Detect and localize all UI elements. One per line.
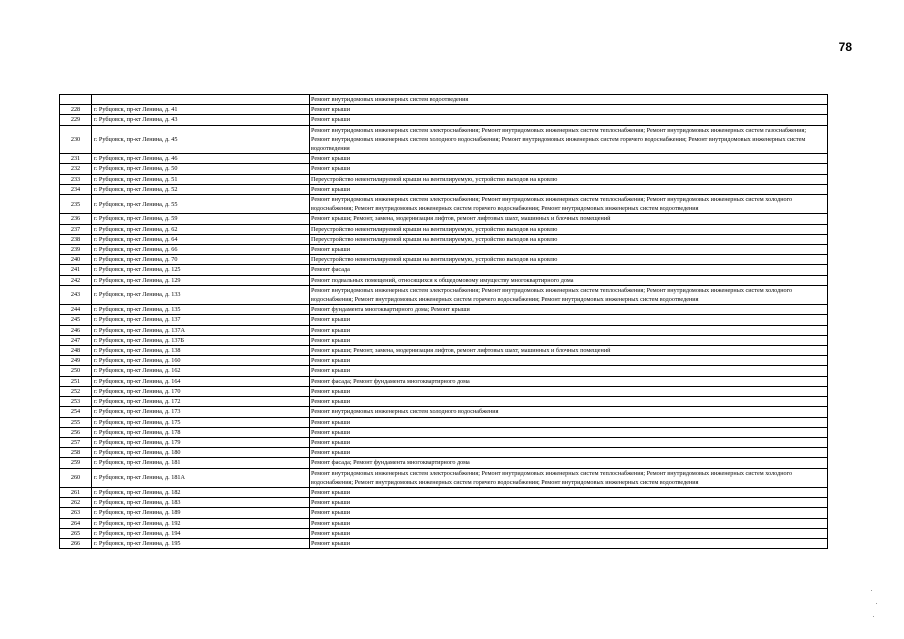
address-cell: г. Рубцовск, пр-кт Ленина, д. 183 (92, 498, 310, 508)
row-number-cell: 257 (60, 437, 92, 447)
table-row (60, 285, 828, 304)
address-cell: г. Рубцовск, пр-кт Ленина, д. 70 (92, 255, 310, 265)
address-cell: г. Рубцовск, пр-кт Ленина, д. 194 (92, 528, 310, 538)
table-row (60, 356, 828, 366)
row-number-cell: 266 (60, 538, 92, 548)
works-cell: Ремонт крыши (310, 184, 828, 194)
row-number-cell: 259 (60, 458, 92, 468)
address-cell: г. Рубцовск, пр-кт Ленина, д. 179 (92, 437, 310, 447)
address-cell: г. Рубцовск, пр-кт Ленина, д. 181А (92, 468, 310, 487)
table-row (60, 448, 828, 458)
address-cell: г. Рубцовск, пр-кт Ленина, д. 129 (92, 275, 310, 285)
row-number-cell: 237 (60, 224, 92, 234)
row-number-cell: 245 (60, 315, 92, 325)
table-row (60, 366, 828, 376)
table-row (60, 255, 828, 265)
row-number-cell: 254 (60, 407, 92, 417)
row-number-cell: 252 (60, 386, 92, 396)
works-cell: Ремонт крыши (310, 164, 828, 174)
table-row (60, 468, 828, 487)
address-cell: г. Рубцовск, пр-кт Ленина, д. 181 (92, 458, 310, 468)
page-number: 78 (838, 40, 852, 54)
table-row (60, 164, 828, 174)
continuation-row (60, 95, 828, 105)
address-cell: г. Рубцовск, пр-кт Ленина, д. 64 (92, 234, 310, 244)
works-cell: Переустройство невентилируемой крыши на вентилируемую, устройство выходов на кровлю (310, 224, 828, 234)
row-number-cell: 231 (60, 154, 92, 164)
address-cell: г. Рубцовск, пр-кт Ленина, д. 52 (92, 184, 310, 194)
table-row (60, 315, 828, 325)
table-row (60, 528, 828, 538)
row-number-cell: 253 (60, 397, 92, 407)
works-cell: Ремонт фасада; Ремонт фундамента многоквартирного дома (310, 458, 828, 468)
row-number-cell: 230 (60, 125, 92, 154)
works-cell: Ремонт крыши (310, 245, 828, 255)
table-row (60, 105, 828, 115)
table-row (60, 184, 828, 194)
address-cell: г. Рубцовск, пр-кт Ленина, д. 41 (92, 105, 310, 115)
address-cell: г. Рубцовск, пр-кт Ленина, д. 59 (92, 214, 310, 224)
address-cell: г. Рубцовск, пр-кт Ленина, д. 43 (92, 115, 310, 125)
address-cell: г. Рубцовск, пр-кт Ленина, д. 173 (92, 407, 310, 417)
address-cell: г. Рубцовск, пр-кт Ленина, д. 46 (92, 154, 310, 164)
row-number-cell: 238 (60, 234, 92, 244)
row-number-cell: 248 (60, 346, 92, 356)
works-cell: Ремонт внутридомовых инженерных систем электроснабжения; Ремонт внутридомовых инженерных систем теплоснабжения; Ремонт внутридомовых инженерных систем газоснабжения; Ремонт внутридомовых инженерных систем холодного водоснабжения; Ремонт внутридомовых инженерных систем горячего водоснабжения; Ремонт внутридомовых инженерных систем водоотведения (310, 125, 828, 154)
table-row (60, 214, 828, 224)
row-number-cell: 243 (60, 285, 92, 304)
works-cell: Ремонт фасада; Ремонт фундамента многоквартирного дома (310, 376, 828, 386)
row-number-cell: 235 (60, 195, 92, 214)
table-row (60, 487, 828, 497)
works-cell: Ремонт крыши (310, 518, 828, 528)
address-cell: г. Рубцовск, пр-кт Ленина, д. 138 (92, 346, 310, 356)
works-cell: Ремонт внутридомовых инженерных систем холодного водоснабжения (310, 407, 828, 417)
table-row (60, 335, 828, 345)
works-cell: Ремонт крыши (310, 105, 828, 115)
works-cell: Ремонт крыши (310, 115, 828, 125)
row-number-cell: 261 (60, 487, 92, 497)
table-row (60, 427, 828, 437)
table-row (60, 275, 828, 285)
works-cell: Ремонт фундамента многоквартирного дома; Ремонт крыши (310, 305, 828, 315)
row-number-cell: 241 (60, 265, 92, 275)
address-cell: г. Рубцовск, пр-кт Ленина, д. 137Б (92, 335, 310, 345)
works-cell: Ремонт крыши (310, 325, 828, 335)
works-cell: Ремонт крыши (310, 427, 828, 437)
works-cell: Ремонт крыши (310, 508, 828, 518)
works-cell: Ремонт внутридомовых инженерных систем электроснабжения; Ремонт внутридомовых инженерных систем теплоснабжения; Ремонт внутридомовых инженерных систем холодного водоснабжения; Ремонт внутридомовых инженерных систем горячего водоснабжения; Ремонт внутридомовых инженерных систем водоотведения (310, 285, 828, 304)
row-number-cell: 260 (60, 468, 92, 487)
address-cell: г. Рубцовск, пр-кт Ленина, д. 182 (92, 487, 310, 497)
scan-speck (871, 590, 872, 591)
table-row (60, 458, 828, 468)
table-row (60, 417, 828, 427)
row-number-cell: 255 (60, 417, 92, 427)
scan-speck (873, 616, 874, 617)
row-number-cell: 242 (60, 275, 92, 285)
table-row (60, 498, 828, 508)
row-number-cell: 246 (60, 325, 92, 335)
address-cell: г. Рубцовск, пр-кт Ленина, д. 170 (92, 386, 310, 396)
table-row (60, 125, 828, 154)
works-cell: Ремонт крыши (310, 538, 828, 548)
works-cell: Ремонт крыши (310, 386, 828, 396)
row-number-cell: 239 (60, 245, 92, 255)
works-cell: Ремонт крыши; Ремонт, замена, модернизация лифтов, ремонт лифтовых шахт, машинных и блочных помещений (310, 346, 828, 356)
works-cell: Ремонт крыши (310, 448, 828, 458)
address-cell: г. Рубцовск, пр-кт Ленина, д. 175 (92, 417, 310, 427)
row-number-cell: 232 (60, 164, 92, 174)
address-cell: г. Рубцовск, пр-кт Ленина, д. 192 (92, 518, 310, 528)
address-cell: г. Рубцовск, пр-кт Ленина, д. 133 (92, 285, 310, 304)
address-cell: г. Рубцовск, пр-кт Ленина, д. 45 (92, 125, 310, 154)
table-row (60, 508, 828, 518)
row-number-cell: 247 (60, 335, 92, 345)
address-cell: г. Рубцовск, пр-кт Ленина, д. 55 (92, 195, 310, 214)
continuation-works-cell: Ремонт внутридомовых инженерных систем водоотведения (310, 95, 828, 105)
works-cell: Ремонт крыши (310, 437, 828, 447)
works-cell: Переустройство невентилируемой крыши на вентилируемую, устройство выходов на кровлю (310, 255, 828, 265)
works-cell: Ремонт крыши (310, 154, 828, 164)
table-row (60, 538, 828, 548)
works-cell: Ремонт крыши; Ремонт, замена, модернизация лифтов, ремонт лифтовых шахт, машинных и блочных помещений (310, 214, 828, 224)
works-cell: Ремонт крыши (310, 498, 828, 508)
table-row (60, 195, 828, 214)
address-cell: г. Рубцовск, пр-кт Ленина, д. 178 (92, 427, 310, 437)
address-cell: г. Рубцовск, пр-кт Ленина, д. 137А (92, 325, 310, 335)
row-number-cell: 262 (60, 498, 92, 508)
row-number-cell: 249 (60, 356, 92, 366)
continuation-address-cell (92, 95, 310, 105)
table-row (60, 397, 828, 407)
address-cell: г. Рубцовск, пр-кт Ленина, д. 125 (92, 265, 310, 275)
address-cell: г. Рубцовск, пр-кт Ленина, д. 160 (92, 356, 310, 366)
table-row (60, 245, 828, 255)
row-number-cell: 265 (60, 528, 92, 538)
works-cell: Ремонт крыши (310, 487, 828, 497)
works-cell: Ремонт крыши (310, 315, 828, 325)
table-row (60, 376, 828, 386)
table-row (60, 224, 828, 234)
table-row (60, 234, 828, 244)
address-cell: г. Рубцовск, пр-кт Ленина, д. 195 (92, 538, 310, 548)
works-cell: Ремонт внутридомовых инженерных систем электроснабжения; Ремонт внутридомовых инженерных систем теплоснабжения; Ремонт внутридомовых инженерных систем холодного водоснабжения; Ремонт внутридомовых инженерных систем горячего водоснабжения; Ремонт внутридомовых инженерных систем водоотведения (310, 468, 828, 487)
works-cell: Ремонт подвальных помещений, относящихся к общедомовому имуществу многоквартирного дома (310, 275, 828, 285)
table-row (60, 346, 828, 356)
address-cell: г. Рубцовск, пр-кт Ленина, д. 162 (92, 366, 310, 376)
works-cell: Ремонт внутридомовых инженерных систем электроснабжения; Ремонт внутридомовых инженерных систем теплоснабжения; Ремонт внутридомовых инженерных систем холодного водоснабжения; Ремонт внутридомовых инженерных систем горячего водоснабжения; Ремонт внутридомовых инженерных систем водоотведения (310, 195, 828, 214)
works-table (59, 94, 828, 549)
address-cell: г. Рубцовск, пр-кт Ленина, д. 51 (92, 174, 310, 184)
works-cell: Ремонт крыши (310, 528, 828, 538)
address-cell: г. Рубцовск, пр-кт Ленина, д. 62 (92, 224, 310, 234)
address-cell: г. Рубцовск, пр-кт Ленина, д. 180 (92, 448, 310, 458)
works-cell: Ремонт крыши (310, 335, 828, 345)
row-number-cell: 250 (60, 366, 92, 376)
address-cell: г. Рубцовск, пр-кт Ленина, д. 135 (92, 305, 310, 315)
row-number-cell: 244 (60, 305, 92, 315)
row-number-cell: 229 (60, 115, 92, 125)
scan-speck (876, 603, 877, 604)
row-number-cell: 240 (60, 255, 92, 265)
table-row (60, 437, 828, 447)
row-number-cell: 236 (60, 214, 92, 224)
table-row (60, 305, 828, 315)
table-row (60, 325, 828, 335)
row-number-cell: 233 (60, 174, 92, 184)
works-cell: Ремонт фасада (310, 265, 828, 275)
address-cell: г. Рубцовск, пр-кт Ленина, д. 50 (92, 164, 310, 174)
table-row (60, 518, 828, 528)
address-cell: г. Рубцовск, пр-кт Ленина, д. 189 (92, 508, 310, 518)
table-row (60, 154, 828, 164)
address-cell: г. Рубцовск, пр-кт Ленина, д. 66 (92, 245, 310, 255)
table-row (60, 386, 828, 396)
row-number-cell: 251 (60, 376, 92, 386)
table-row (60, 407, 828, 417)
row-number-cell: 263 (60, 508, 92, 518)
works-cell: Ремонт крыши (310, 417, 828, 427)
row-number-cell: 264 (60, 518, 92, 528)
works-cell: Ремонт крыши (310, 366, 828, 376)
row-number-cell: 228 (60, 105, 92, 115)
address-cell: г. Рубцовск, пр-кт Ленина, д. 172 (92, 397, 310, 407)
table-row (60, 115, 828, 125)
works-cell: Ремонт крыши (310, 397, 828, 407)
works-cell: Переустройство невентилируемой крыши на вентилируемую, устройство выходов на кровлю (310, 174, 828, 184)
row-number-cell: 234 (60, 184, 92, 194)
row-number-cell: 256 (60, 427, 92, 437)
works-cell: Переустройство невентилируемой крыши на вентилируемую, устройство выходов на кровлю (310, 234, 828, 244)
table-row (60, 174, 828, 184)
row-number-cell: 258 (60, 448, 92, 458)
works-table-body (60, 95, 828, 549)
address-cell: г. Рубцовск, пр-кт Ленина, д. 164 (92, 376, 310, 386)
works-cell: Ремонт крыши (310, 356, 828, 366)
address-cell: г. Рубцовск, пр-кт Ленина, д. 137 (92, 315, 310, 325)
continuation-num-cell (60, 95, 92, 105)
table-row (60, 265, 828, 275)
